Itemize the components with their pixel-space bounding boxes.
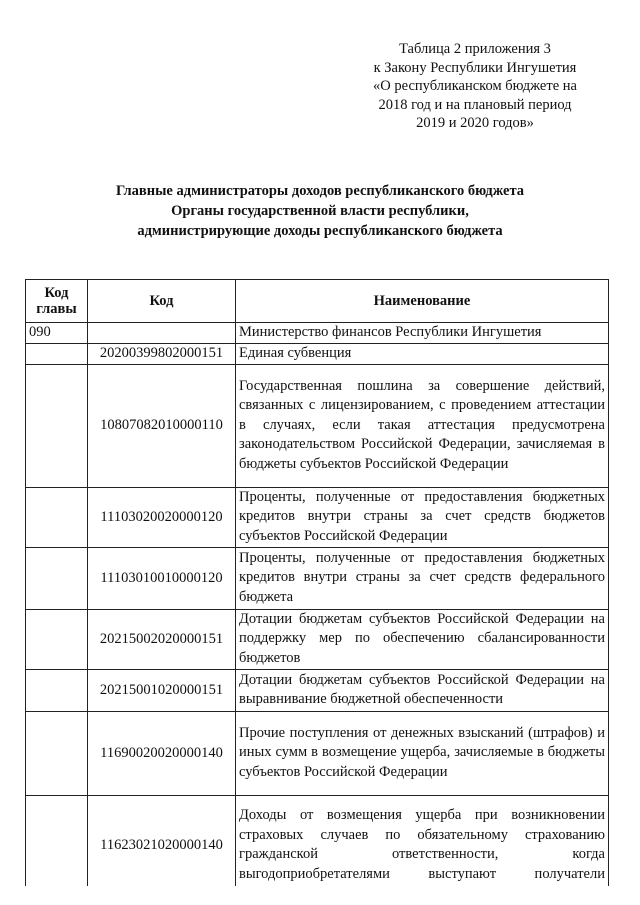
chapter-code-cell [26, 711, 88, 795]
header-code: Код [88, 280, 236, 323]
name-cell: Прочие поступления от денежных взысканий (штрафов) и иных сумм в возмещение ущерба, зачисляемые в бюджеты субъектов Российской Федерации [236, 711, 609, 795]
code-cell: 20215001020000151 [88, 669, 236, 711]
table-row [26, 609, 609, 669]
table-header-row [26, 280, 609, 323]
table-row [26, 487, 609, 547]
name-cell: Проценты, полученные от предоставления бюджетных кредитов внутри страны за счет средств федерального бюджета [236, 547, 609, 609]
name-cell: Государственная пошлина за совершение действий, связанных с лицензированием, с проведением аттестации в случаях, если такая аттестация предусмотрена законодательством Российской Федерации, зачисляемая в бюджеты субъектов Российской Федерации [236, 364, 609, 487]
appendix-line: 2018 год и на плановый период [378, 96, 572, 113]
code-cell: 20215002020000151 [88, 609, 236, 669]
appendix-line: 2019 и 2020 годов» [416, 115, 534, 131]
chapter-code-cell [26, 343, 88, 364]
code-cell: 10807082010000110 [88, 364, 236, 487]
code-cell: 11623021020000140 [88, 795, 236, 886]
header-chapter-code: Код главы [26, 280, 88, 323]
chapter-code-cell [26, 795, 88, 886]
name-cell: Проценты, полученные от предоставления бюджетных кредитов внутри страны за счет средств бюджетов субъектов Российской Федерации [236, 487, 609, 547]
table-row [26, 323, 609, 344]
code-cell: 20200399802000151 [88, 343, 236, 364]
name-cell: Дотации бюджетам субъектов Российской Федерации на поддержку мер по обеспечению сбалансированности бюджетов [236, 609, 609, 669]
appendix-line: Таблица 2 приложения 3 [399, 41, 551, 57]
chapter-code-cell [26, 364, 88, 487]
code-cell: 11690020020000140 [88, 711, 236, 795]
chapter-code-cell [26, 669, 88, 711]
chapter-code-cell [26, 487, 88, 547]
name-cell: Единая субвенция [236, 343, 609, 364]
appendix-line: «О республиканском бюджете на [373, 78, 577, 94]
name-cell: Министерство финансов Республики Ингушетия [236, 323, 609, 344]
table-row [26, 343, 609, 364]
chapter-code-cell [26, 547, 88, 609]
table-row [26, 364, 609, 487]
chapter-code-cell [26, 609, 88, 669]
table-row [26, 795, 609, 886]
title-line: Органы государственной власти республики, [171, 203, 469, 219]
table-row [26, 711, 609, 795]
header-name: Наименование [236, 280, 609, 323]
appendix-line: к Закону Республики Ингушетия [373, 59, 577, 76]
name-cell: Дотации бюджетам субъектов Российской Федерации на выравнивание бюджетной обеспеченности [236, 669, 609, 711]
code-cell [88, 323, 236, 344]
title-line: Главные администраторы доходов республиканского бюджета [115, 183, 525, 199]
code-cell: 11103020020000120 [88, 487, 236, 547]
revenue-administrators-table [25, 279, 609, 886]
title-line: администрирующие доходы республиканского бюджета [137, 223, 503, 239]
table-row [26, 669, 609, 711]
code-cell: 11103010010000120 [88, 547, 236, 609]
name-cell: Доходы от возмещения ущерба при возникновении страховых случаев по обязательному страхованию гражданской ответственности, когда выгодоприобретателями выступают получатели [236, 795, 609, 886]
chapter-code-cell: 090 [26, 323, 88, 344]
table-row [26, 547, 609, 609]
